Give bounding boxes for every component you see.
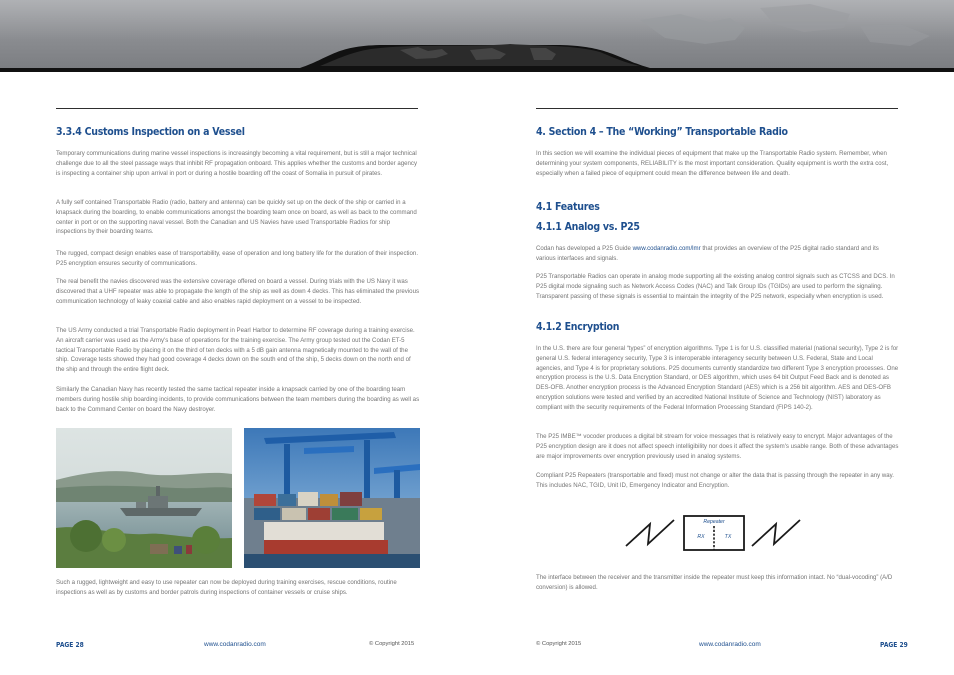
paragraph: In the U.S. there are four general “types” of encryption algorithms. Type 1 is for U.S. classified material (national security), Type 2 is for general U.S. federal interagency security, Type 3 is interoperable interagency security between U.S. Federal, State and Local agencies, and Type 4 is for proprietary solutions. P25 documents currently standardize two different Type 3 encryption processes. One encryption process is the U.S. Data Encryption Standard, or DES algorithm, which uses 64 bit Output Feed Back and is denoted as DES-OFB. Another encryption process is the Advanced Encryption Standard (AES) which is a 256 bit algorithm. AES and DES-OFB encryption solutions were tested and verified by an accredited National Institute of Science and Technology (NIST) laboratory as compliant with the security requirements of the Federal Information Processing Standard (FIPS 140-2).	[536, 345, 899, 411]
tx-label: TX	[724, 534, 732, 540]
right-page	[536, 0, 908, 675]
section-heading-customs: 3.3.4 Customs Inspection on a Vessel	[56, 126, 245, 138]
copyright: © Copyright 2015	[536, 641, 582, 647]
repeater-diagram	[624, 514, 804, 552]
copyright: © Copyright 2015	[369, 641, 415, 647]
paragraph	[536, 244, 900, 264]
page-number: PAGE 28	[56, 641, 84, 649]
top-rule	[56, 108, 418, 109]
top-rule	[536, 108, 898, 109]
paragraph: The real benefit the navies discovered was the extensive coverage offered on board a vessel. During trials with the US Navy it was discovered that a UHF repeater was able to propagate the length of the ship as well as down 4 decks. This has eliminated the previous communication technology of leaky coaxial cable and also enables rapid deployment on a vessel to be inspected.	[56, 278, 420, 305]
text: that provides an overview of the P25 digital radio standard and its various interfaces and signals.	[536, 245, 879, 262]
section-heading-working-radio: 4. Section 4 – The “Working” Transportable Radio	[536, 126, 788, 138]
paragraph: Temporary communications during marine vessel inspections is increasingly becoming a vital requirement, but is still a major technical challenge due to all the steel passage ways that inhibit RF propagation onboard. This applies whether the customs and border agency is inspecting a container ship upon arrival in port or during a hostile boarding off the coast of Somalia in pursuit of pirates.	[56, 150, 417, 177]
p25-guide-link[interactable]: www.codanradio.com/lmr	[632, 245, 701, 252]
paragraph: The interface between the receiver and the transmitter inside the repeater must keep this information intact. No “dual-vocoding” (A/D conversion) is allowed.	[536, 574, 893, 591]
photo-naval-ship	[56, 428, 232, 568]
left-page	[56, 0, 418, 675]
text: Codan has developed a P25 Guide	[536, 245, 633, 252]
subheading-features: 4.1 Features	[536, 201, 600, 213]
rx-label: RX	[697, 534, 705, 540]
photo-caption: Such a rugged, lightweight and easy to use repeater can now be deployed during training exercises, rescue conditions, routine inspections as well as by customs and border patrols during inspections of container vessels or cruise ships.	[56, 579, 397, 596]
footer-link[interactable]: www.codanradio.com	[699, 641, 761, 648]
paragraph: Similarly the Canadian Navy has recently tested the same tactical repeater inside a knapsack carried by one of the boarding team members during hostile ship boarding incidents, to provide communications between the team members during the boarding as well as back to the Command Center on board the Navy destroyer.	[56, 386, 420, 413]
photo-container-port	[244, 428, 420, 568]
subheading-encryption: 4.1.2 Encryption	[536, 321, 620, 333]
paragraph: In this section we will examine the individual pieces of equipment that make up the Transportable Radio system. Remember, when determining your system components, RELIABILITY is the most important consideration. Quality equipment is worth the extra cost, especially when a failed piece of equipment could mean the difference between life and death.	[536, 150, 889, 177]
paragraph: P25 Transportable Radios can operate in analog mode supporting all the existing analog control signals such as CTCSS and DCS. In P25 digital mode signaling such as Network Access Codes (NAC) and Talk Group IDs (TGIDs) are used to perform the signaling. Transparent passing of these signals is essential to maintain the integrity of the P25 network, especially when encryption is used.	[536, 273, 895, 300]
paragraph: The rugged, compact design enables ease of transportability, ease of operation and long battery life for the duration of their inspection. P25 encryption ensures security of communications.	[56, 250, 419, 267]
subheading-analog-vs-p25: 4.1.1 Analog vs. P25	[536, 221, 640, 233]
page-number: PAGE 29	[880, 641, 908, 649]
paragraph: The US Army conducted a trial Transportable Radio deployment in Pearl Harbor to determine RF coverage during a training exercise. An aircraft carrier was used as the Army's base of operations for the training exercise. The Army group tested out the Codan ET-5 tactical Transportable Radio by placing it on the third of ten decks with a 5 dB gain antenna magnetically mounted to the wall of the ship. Coverage tests showed they had good coverage 4 decks down on the south end of the ship, 5 decks down on the north end of the ship and through the entire flight deck.	[56, 327, 415, 374]
paragraph: Compliant P25 Repeaters (transportable and fixed) must not change or alter the data that is passing through the repeater in any way. This includes NAC, TGID, Unit ID, Emergency Indicator and Encryption.	[536, 472, 894, 489]
repeater-label: Repeater	[703, 519, 725, 525]
paragraph: A fully self contained Transportable Radio (radio, battery and antenna) can be quickly set up on the deck of the ship or carried in a knapsack during the boarding, to enable communications amongst the boarding team once on board, as well as back to the command center in port or on the supporting naval vessel. Both the Canadian and US Navies have used Transportable Radios for ship inspections by their boarding teams.	[56, 199, 417, 236]
paragraph: The P25 IMBE™ vocoder produces a digital bit stream for voice messages that is relatively easy to encrypt. Major advantages of the P25 encryption design are it does not affect speech intelligibility nor does it affect the system's usable range. Both of these advantages are major improvements over encryption previously used in analog systems.	[536, 433, 899, 460]
footer-link[interactable]: www.codanradio.com	[204, 641, 266, 648]
